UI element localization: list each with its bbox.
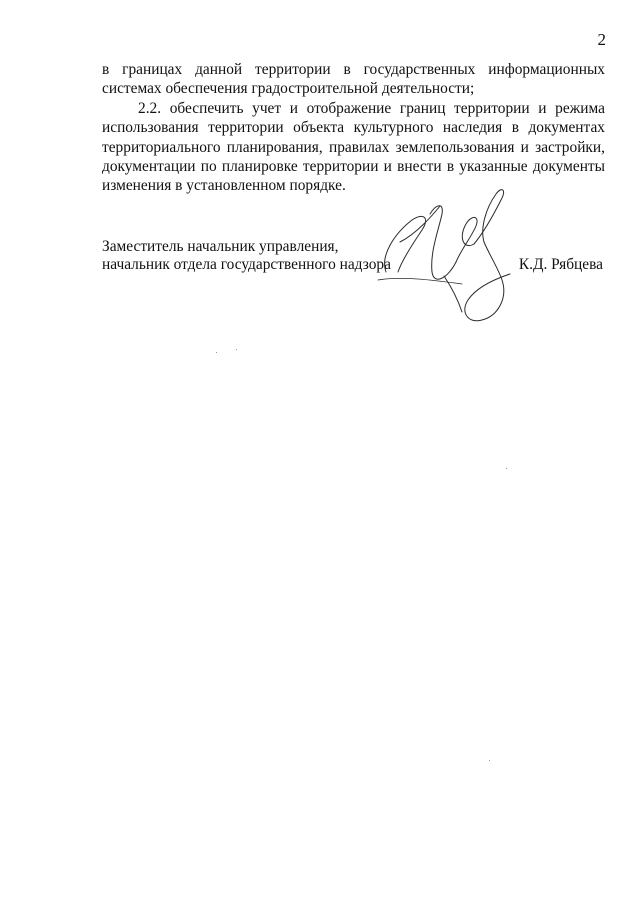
signer-title-line-2: начальник отдела государственного надзора <box>102 256 391 273</box>
scan-speck <box>506 468 507 469</box>
signature-icon <box>372 176 532 326</box>
scan-speck <box>489 760 490 761</box>
paragraph-item-2-2: 2.2. обеспечить учет и отображение границ территории и режима использования территории объекта культурного наследия в документах территориального планирования, правилах землепользования и застройки, документации по планировке территории и внести в указанные документы изменения в установленном порядке. <box>102 99 605 195</box>
page-number: 2 <box>597 30 606 49</box>
scan-speck <box>236 349 237 350</box>
signer-name: К.Д. Рябцева <box>518 256 603 273</box>
signer-title-line-1: Заместитель начальник управления, <box>102 238 339 255</box>
scan-speck <box>216 352 217 353</box>
paragraph-continuation: в границах данной территории в государственных информационных системах обеспечения градостроительной деятельности; <box>102 61 605 98</box>
